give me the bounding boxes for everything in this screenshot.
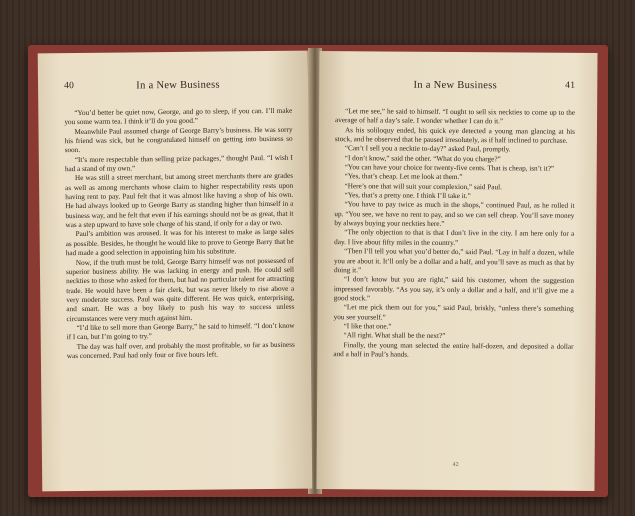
paragraph: The day was half over, and probably the most profitable, so far as business was concerned. Paul had only four or five hours left. [66, 340, 295, 361]
right-page-number: 41 [565, 80, 576, 91]
paragraph: “I like that one.” [343, 322, 392, 331]
right-page-title: In a New Business [413, 79, 498, 92]
paragraph: “The only objection to that is that I don’t live in the city. I am here only for a day. I live about fifty miles in the country.” [334, 228, 575, 247]
left-page [38, 51, 313, 492]
right-page [316, 51, 597, 491]
left-page-body [64, 107, 295, 362]
paragraph: He was still a street merchant, but among street merchants there are grades as well as among merchants whose claim to higher respectability rests upon having rent to pay. Paul felt that it was almost like having a shop of his own. He had always looked up to George Barry as standing higher than himself in a business way, and he felt that even if his earnings should not be as great, that it was a step upward to have sole charge of his stand, if only for a day or two. [65, 172, 294, 230]
left-page-title: In a New Business [136, 79, 220, 92]
left-page-number: 40 [64, 81, 75, 92]
paragraph: “Here’s one that will suit your complexion,” said Paul. [344, 181, 502, 192]
paragraph: Paul’s ambition was aroused. It was for his interest to make as large sales as possible. Besides, he thought he would like to prove to George Barry that he had made a good selection in appointing him his substitute. [65, 228, 294, 258]
paragraph: Now, if the truth must be told, George Barry himself was not possessed of superior business ability. He was lacking in energy and push. He could sell neckties to those who asked for them, but had no particular talent for attracting trade. He would have been a fair clerk, but was never likely to rise above a very moderate success. Paul was quite different. He was quick, enterprising, and smart. He was a boy likely to push his way to success unless circumstances were very much against him. [65, 256, 295, 323]
paragraph: “You can have your choice for twenty-five cents. That is cheap, isn’t it?” [344, 163, 555, 173]
paragraph: “Let me see,” he said to himself. “I ought to sell six neckties to come up to the average of half a day’s sale. I wonder whether I can do it.” [335, 107, 576, 126]
paragraph: “It’s more respectable than selling prize packages,” thought Paul. “I wish I had a stand of my own.” [64, 153, 293, 174]
paragraph: “Yes, that’s cheap. Let me look at them.” [344, 172, 463, 182]
paragraph: Finally, the young man selected the entire half-dozen, and deposited a dollar and a half in Paul’s hands. [333, 340, 574, 359]
paragraph: “All right. What shall be the next?” [343, 331, 446, 341]
paragraph: As his soliloquy ended, his quick eye detected a young man glancing at his stock, and he observed that he paused irresolutely, as if half inclined to purchase. [334, 125, 576, 145]
left-page-header [64, 79, 292, 103]
paragraph: “Yes, that’s a pretty one. I think I’ll take it.” [344, 191, 471, 201]
right-page-header [335, 79, 575, 103]
paragraph: “I don’t know but you are right,” said his customer, whom the suggestion impressed favorably. “As you say, it’s only a dollar and a half, and it’ll give me a good stock.” [333, 275, 574, 303]
paragraph: “You have to pay twice as much in the shops,” continued Paul, as he rolled it up. “You see, we have no rent to pay, and so we can sell cheap. You’ll save money by always buying your neckties here.” [334, 200, 575, 229]
paragraph: “You’d better be quiet now, George, and go to sleep, if you can. I’ll make you some warm tea. I think it’ll do you good.” [64, 106, 293, 127]
right-page-body [333, 107, 575, 361]
paragraph: “Can’t I sell you a necktie to-day?” asked Paul, promptly. [344, 144, 511, 154]
paragraph: “Let me pick them out for you,” said Paul, briskly, “unless there’s something you see yourself.” [333, 303, 574, 322]
paragraph: “I don’t know,” said the other. “What do you charge?” [344, 153, 501, 164]
paragraph: “I’d like to sell more than George Barry,” he said to himself. “I don’t know if I can, but I’m going to try.” [66, 321, 295, 342]
paragraph: “Then I’ll tell you what you’d better do,” said Paul. “Lay in half a dozen, while you are about it. It’ll only be a dollar and a half, and you’ll save as much as that by doing it.” [333, 247, 575, 275]
signature-mark: 42 [452, 461, 459, 469]
paragraph: Meanwhile Paul assumed charge of George Barry’s business. He was sorry his friend was sick, but he congratulated himself on getting into business so soon. [64, 125, 293, 155]
